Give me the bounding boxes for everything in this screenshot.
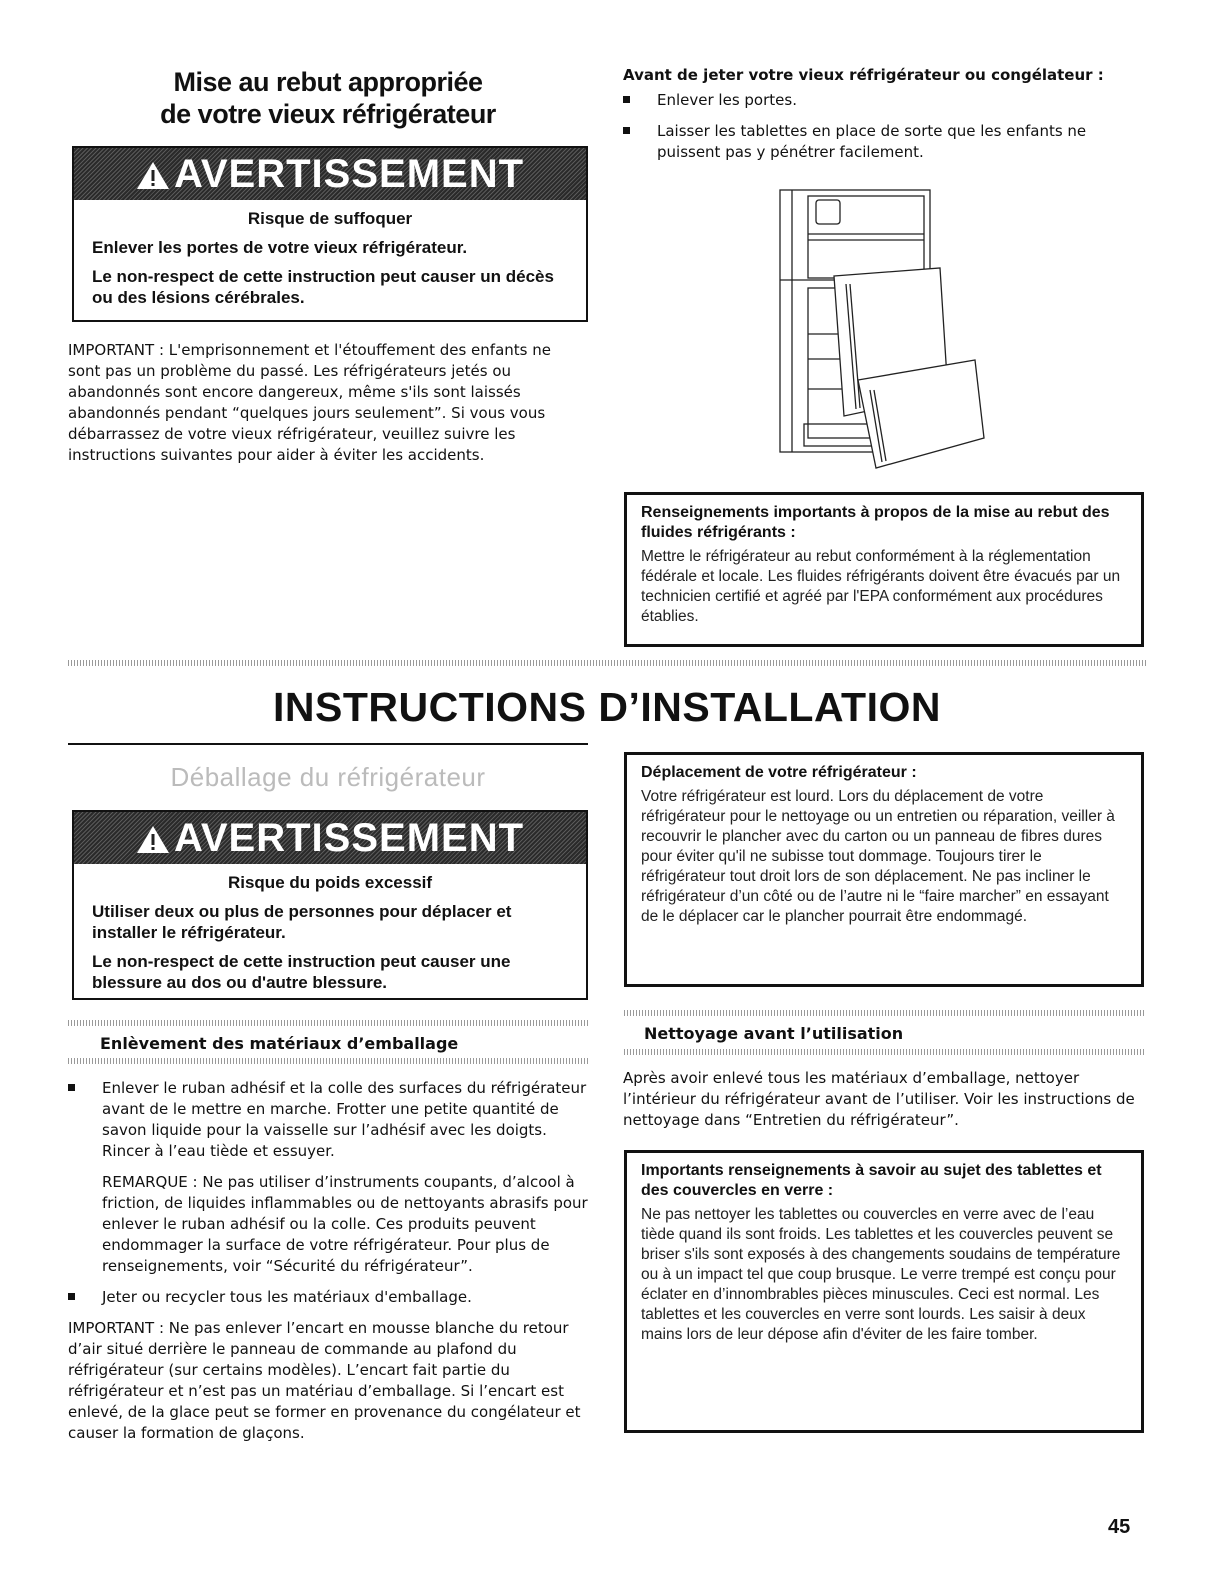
- divider: [68, 660, 1146, 666]
- packing-removal-subhead: Enlèvement des matériaux d’emballage: [100, 1034, 459, 1053]
- bullet-icon: [623, 127, 630, 134]
- page-title: INSTRUCTIONS D’INSTALLATION: [273, 684, 941, 730]
- cleaning-paragraph: Après avoir enlevé tous les matériaux d’emballage, nettoyer l’intérieur du réfrigérateur avant de l’utiliser. Voir les instructions de nettoyage dans “Entretien du réfrigérateur”.: [623, 1069, 1135, 1129]
- bullet-text: Enlever le ruban adhésif et la colle des surfaces du réfrigérateur avant de le mettre en marche. Frotter une petite quantité de savon liquide pour la vaisselle sur l’adhésif avec les doigts. Rincer à l’eau tiède et essuyer.: [102, 1079, 587, 1160]
- section-rule: [68, 743, 588, 745]
- moving-info-body: Votre réfrigérateur est lourd. Lors du déplacement de votre réfrigérateur pour le nettoyage ou un entretien ou réparation, veiller à recouvrir le plancher avec du carton ou un panneau de fibres dures pour éviter qu'il ne subisse tout dommage. Toujours tirer le réfrigérateur tout droit lors de son déplacement. Ne pas incliner le réfrigérateur d’un côté ou de l’autre ni le “faire marcher” en essayant de le déplacer car le plancher pourrait être endommagé.: [641, 788, 1115, 925]
- bullet-text: Jeter ou recycler tous les matériaux d'emballage.: [102, 1288, 472, 1306]
- section-title-unpacking: Déballage du réfrigérateur: [170, 762, 486, 792]
- bullet-text: Enlever les portes.: [657, 91, 797, 109]
- bullet-remove-doors: [623, 90, 1145, 111]
- remark-paragraph: [68, 1172, 588, 1277]
- warning-header-text: AVERTISSEMENT: [173, 816, 525, 860]
- packing-removal-section: [68, 1078, 588, 1444]
- bullet-recycle: [68, 1287, 588, 1308]
- warning-box-weight: [72, 810, 588, 1000]
- warning-consequence: Le non-respect de cette instruction peut causer un décès ou des lésions cérébrales.: [92, 267, 554, 307]
- glass-shelves-info-box: [624, 1150, 1144, 1433]
- remark-text: Ne pas utiliser d’instruments coupants, d’alcool à friction, de liquides inflammables ou de nettoyants abrasifs pour enlever le ruban adhésif ou la colle. Ces produits peuvent endommager la surface de votre réfrigérateur. Pour plus de renseignements, voir “Sécurité du réfrigérateur”.: [102, 1173, 588, 1275]
- important-paragraph-1: [68, 340, 588, 466]
- divider: [68, 1020, 588, 1026]
- refrigerant-info-box: [624, 492, 1144, 647]
- bullet-leave-shelves: [623, 121, 1145, 163]
- warning-triangle-icon: [136, 812, 170, 864]
- warning-instruction: Utiliser deux ou plus de personnes pour déplacer et installer le réfrigérateur.: [92, 902, 512, 942]
- warning-header: [74, 812, 586, 864]
- before-disposal-heading: Avant de jeter votre vieux réfrigérateur ou congélateur :: [623, 66, 1104, 84]
- title-line-2: de votre vieux réfrigérateur: [160, 99, 496, 129]
- warning-consequence: Le non-respect de cette instruction peut causer une blessure au dos ou d'autre blessure.: [92, 952, 511, 992]
- divider: [624, 1010, 1146, 1016]
- before-disposal-section: [623, 66, 1145, 163]
- warning-box-suffocation: [72, 146, 588, 322]
- bullet-remove-tape: [68, 1078, 588, 1162]
- warning-hazard: Risque de suffoquer: [247, 209, 413, 228]
- refrigerator-doors-removed-illustration: [770, 184, 1000, 474]
- moving-info-box: [624, 752, 1144, 987]
- glass-info-title: Importants renseignements à savoir au sujet des tablettes et des couvercles en verre :: [641, 1162, 1102, 1199]
- cleaning-subhead: Nettoyage avant l’utilisation: [644, 1024, 904, 1043]
- glass-info-body: Ne pas nettoyer les tablettes ou couvercles en verre avec de l’eau tiède quand ils sont froids. Les tablettes et les couvercles peuvent se briser s'ils sont exposés à des changements soudains de température ou à un impact tel que coup brusque. Le verre trempé est conçu pour éclater en d’innombrables pièces minuscules. Ceci est normal. Les tablettes et les couvercles en verre sont lourds. Les saisir à deux mains lors de leur dépose afin d'éviter de les faire tomber.: [641, 1206, 1121, 1343]
- important-label: IMPORTANT :: [68, 341, 165, 359]
- refrigerant-info-title: Renseignements importants à propos de la mise au rebut des fluides réfrigérants :: [641, 504, 1110, 541]
- page-number: 45: [1108, 1516, 1131, 1538]
- warning-triangle-icon: [136, 148, 170, 200]
- moving-info-title: Déplacement de votre réfrigérateur :: [641, 764, 917, 781]
- bullet-icon: [68, 1084, 75, 1091]
- bullet-icon: [623, 96, 630, 103]
- refrigerant-info-body: Mettre le réfrigérateur au rebut conformément à la réglementation fédérale et locale. Les fluides réfrigérants doivent être évacués par un technicien certifié et agréé par l'EPA conformément aux procédures établies.: [641, 548, 1121, 625]
- bullet-text: Laisser les tablettes en place de sorte que les enfants ne puissent pas y pénétrer facilement.: [657, 122, 1087, 161]
- disposal-title: [68, 66, 588, 130]
- warning-hazard: Risque du poids excessif: [227, 873, 433, 892]
- warning-header: [74, 148, 586, 200]
- divider: [68, 1058, 588, 1064]
- bullet-icon: [68, 1293, 75, 1300]
- remark-label: REMARQUE :: [102, 1173, 198, 1191]
- important-paragraph-2: [68, 1318, 588, 1444]
- warning-instruction: Enlever les portes de votre vieux réfrigérateur.: [92, 238, 468, 257]
- important-text: Ne pas enlever l’encart en mousse blanche du retour d’air situé derrière le panneau de commande au plafond du réfrigérateur (sur certains modèles). L’encart fait partie du réfrigérateur et n’est pas un matériau d’emballage. Si l’encart est enlevé, de la glace peut se former en provenance du congélateur et causer la formation de glaçons.: [68, 1319, 581, 1442]
- divider: [624, 1049, 1146, 1055]
- important-text: L'emprisonnement et l'étouffement des enfants ne sont pas un problème du passé. Les réfrigérateurs jetés ou abandonnés sont encore dangereux, même s'ils sont laissés abandonnés pendant “quelques jours seulement”. Si vous vous débarrassez de votre vieux réfrigérateur, veuillez suivre les instructions suivantes pour aider à éviter les accidents.: [68, 341, 551, 464]
- title-line-1: Mise au rebut appropriée: [173, 67, 483, 97]
- warning-header-text: AVERTISSEMENT: [173, 152, 525, 196]
- important-label: IMPORTANT :: [68, 1319, 165, 1337]
